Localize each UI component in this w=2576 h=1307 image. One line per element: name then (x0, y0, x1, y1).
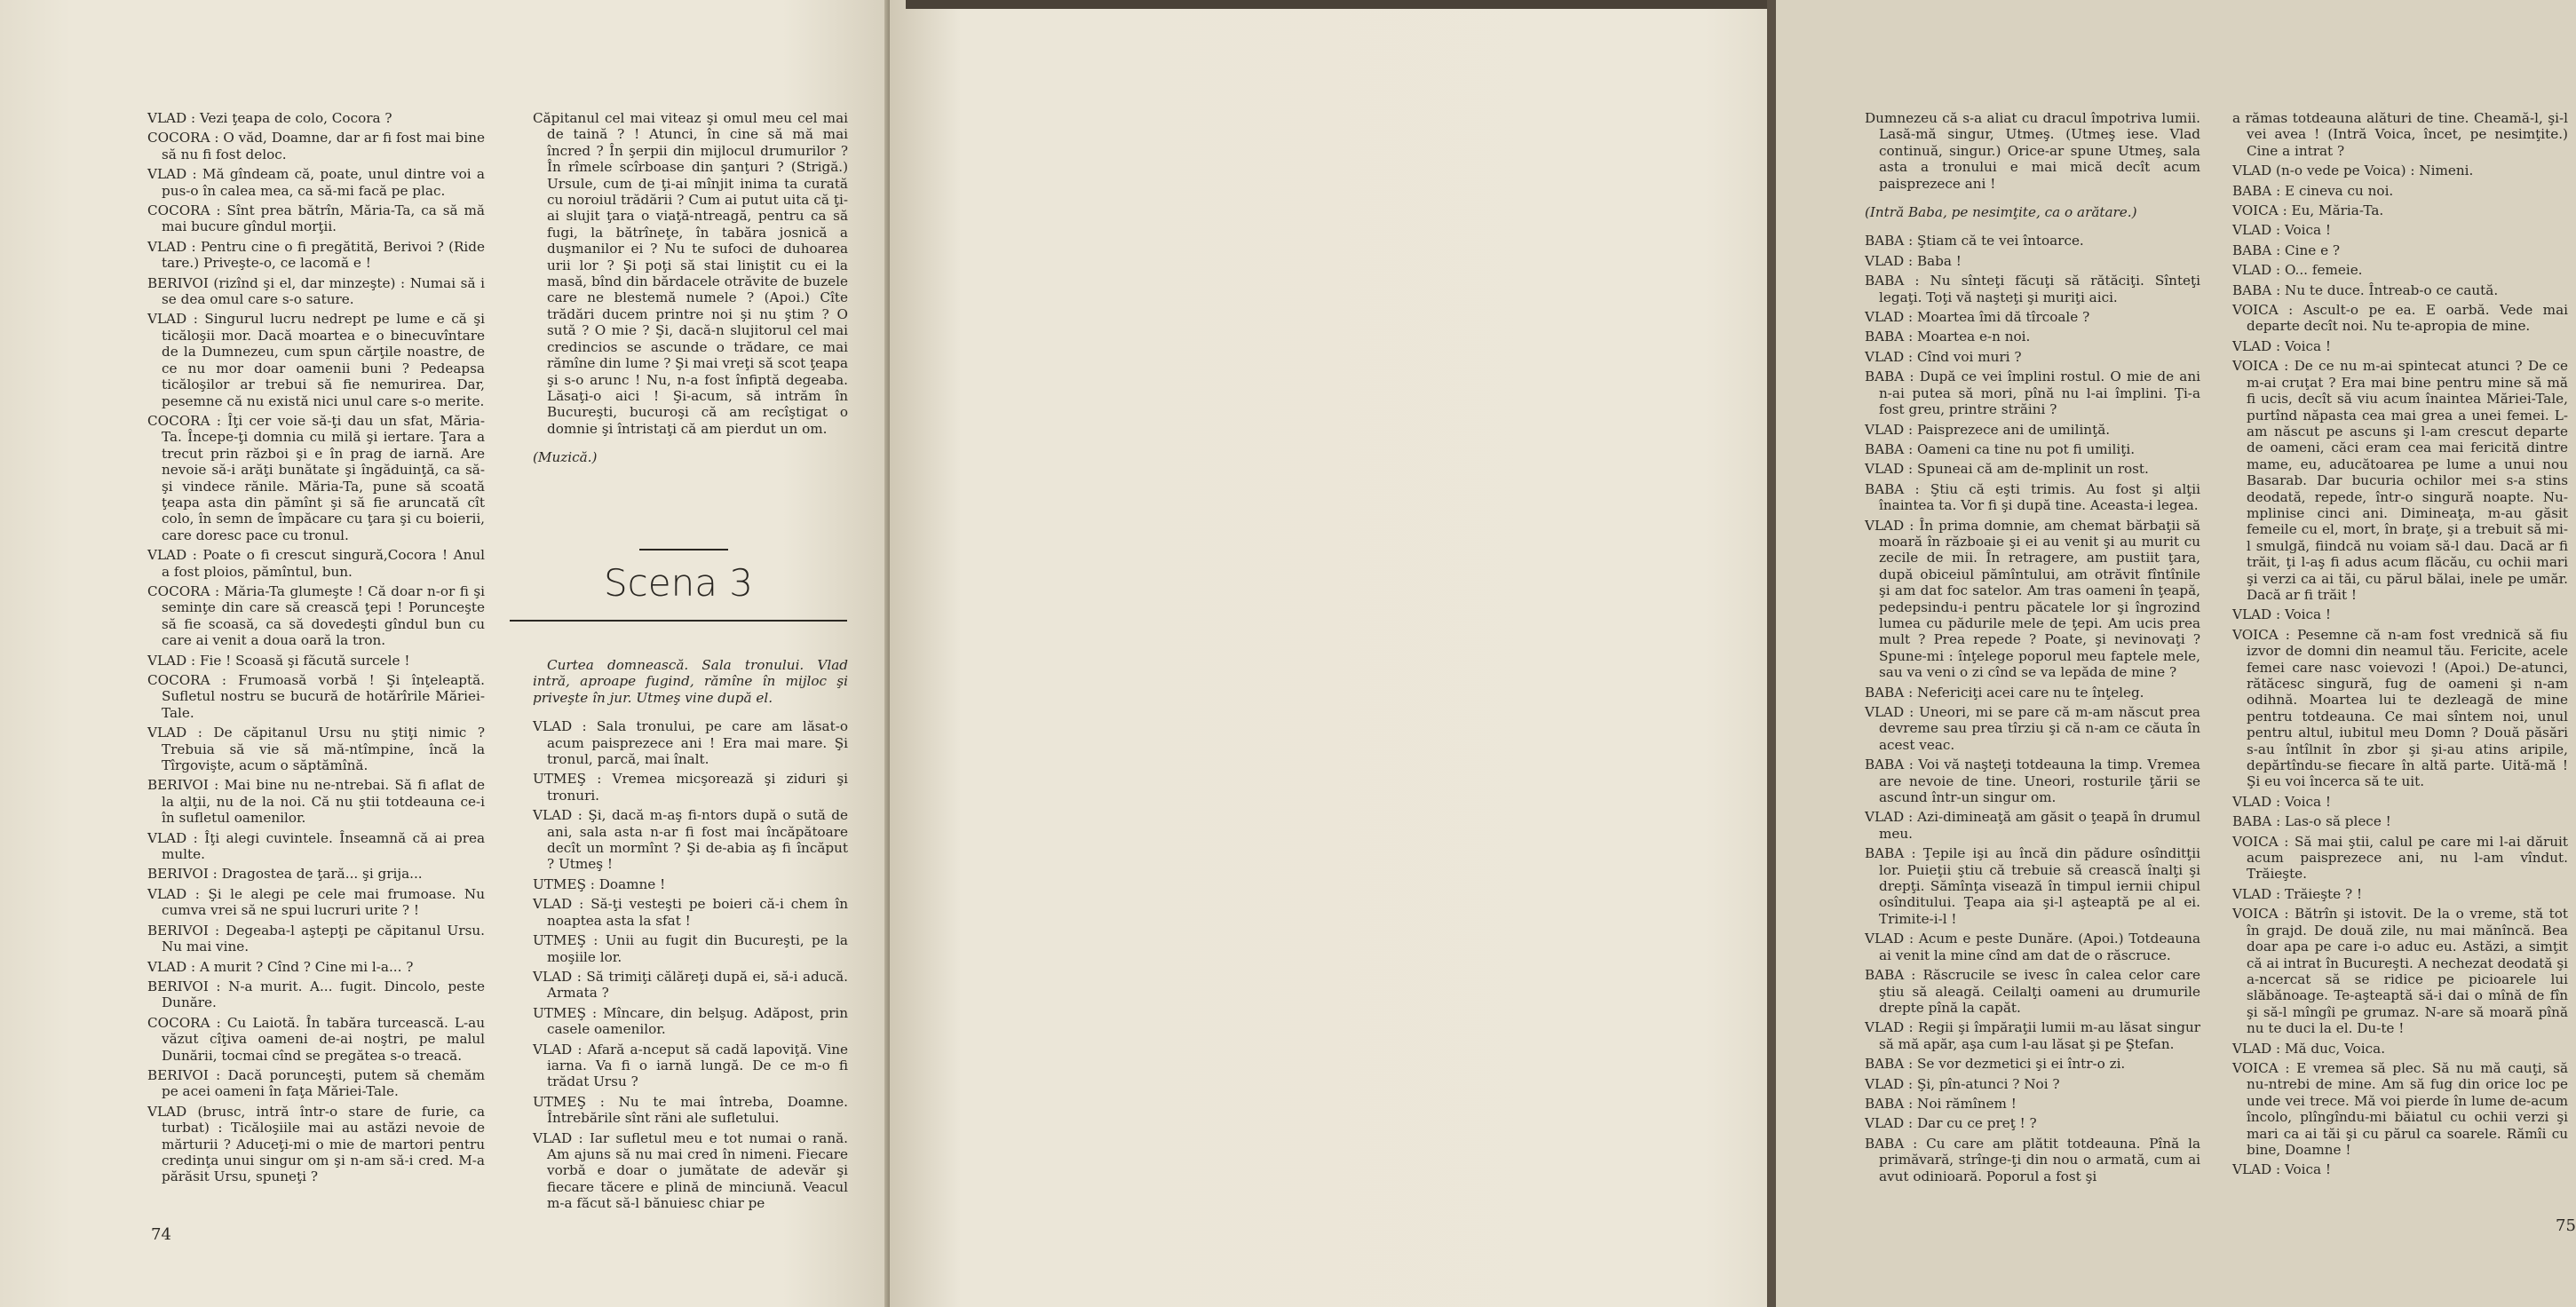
dialogue-line: VLAD : O... femeie. (2232, 262, 2363, 279)
dialogue-line: BABA : Noi rămînem ! (1865, 1095, 2017, 1112)
dialogue-line: VLAD : Cînd voi muri ? (1865, 348, 2022, 365)
cover-edge-right (1767, 0, 1776, 1307)
dialogue-line: BABA : Cu care am plătit totdeauna. Pînă la primăvară, strînge-ţi din nou o armată, cum ai avut odinioară. Poporul a fost şi (1865, 1135, 2200, 1184)
scene-rule-bottom (510, 620, 847, 622)
cover-edge-top (906, 0, 1776, 9)
dialogue-line: BABA : Răscrucile se ivesc în calea celor care ştiu să aleagă. Ceilalţi oameni au drumurile drepte pînă la capăt. (1865, 967, 2200, 1016)
scene-heading (510, 542, 847, 623)
dialogue-line: VLAD : Voica ! (2232, 222, 2332, 239)
scene-title: Scena 3 (603, 561, 754, 605)
dialogue-line: BABA : Nu te duce. Întreab-o ce caută. (2232, 281, 2499, 298)
dialogue-line: UTMEŞ : Vremea micşorează şi ziduri şi tronuri. (533, 771, 848, 804)
dialogue-line: COCORA : Măria-Ta glumeşte ! Că doar n-or fi şi seminţe din care să crească ţepi ! Porunceşte să fie scoasă, ca să dovedeşti gîndul bun cu care ai venit a doua oară la tron. (147, 582, 485, 649)
dialogue-line: BABA : Oameni ca tine nu pot fi umiliţi. (1865, 440, 2136, 457)
dialogue-line: VLAD : Pentru cine o fi pregătită, Berivoi ? (Ride tare.) Priveşte-o, ce lacomă e ! (147, 238, 485, 272)
dialogue-line: BERIVOI (rizînd şi el, dar minzeşte) : Numai să i se dea omul care s-o sature. (147, 274, 485, 308)
page-number-left: 74 (151, 1225, 171, 1244)
left-page (0, 0, 890, 1307)
dialogue-line: VOICA : De ce nu m-ai spintecat atunci ? De ce m-ai cruţat ? Era mai bine pentru mine să mă fi ucis, decît să viu acum înaintea Măriei-Tale, purtînd năpasta cea mai grea a unei femei. L-am născut pe ascuns şi l-am crescut departe de oameni, căci eram cea mai fericită dintre mame, eu, aducătoarea pe lume a unui nou Basarab. Dar bucuria ochilor mei s-a stins deodată, repede, într-o singură noapte. Nu-mplinise cinci ani. Dimineaţa, m-au găsit femeile cu el, mort, în braţe, şi a trebuit să mi-l smulgă, fiindcă nu voiam să-l dau. Dacă ar fi trăit, ţi l-aş fi adus acum flăcău, cu ochii mari şi verzi ca ai tăi, cu părul bălai, inele pe umăr. Dacă ar fi trăit ! (2232, 358, 2568, 603)
dialogue-line: VLAD : Baba ! (1865, 252, 1962, 269)
left-column-1 (147, 110, 485, 1189)
dialogue-line: Dumnezeu că s-a aliat cu dracul împotriva lumii. Lasă-mă singur, Utmeş. (Utmeş iese. Vlad continuă, singur.) Orice-ar spune Utmeş, sala asta a tronului e mai mică decît acum paisprezece ani ! (1865, 110, 2200, 192)
dialogue-line: VLAD : Spuneai că am de-mplinit un rost. (1865, 461, 2149, 478)
dialogue-line: VLAD : Iar sufletul meu e tot numai o rană. Am ajuns să nu mai cred în nimeni. Fiecare vorbă e doar o jumătate de adevăr şi fiecare tăcere e plină de minciună. Veacul m-a făcut să-l bănuiesc chiar pe (533, 1129, 848, 1212)
dialogue-line: a rămas totdeauna alături de tine. Cheamă-l, şi-l vei avea ! (Intră Voica, încet, pe nesimţite.) Cine a intrat ? (2232, 110, 2568, 159)
dialogue-line: VLAD : De căpitanul Ursu nu ştiţi nimic ? Trebuia să vie să mă-ntîmpine, încă la Tîrgovişte, acum o săptămînă. (147, 725, 485, 774)
dialogue-line: VLAD : Poate o fi crescut singură,Cocora ! Anul a fost ploios, pămîntul, bun. (147, 547, 485, 580)
dialogue-line: VLAD : Să-ţi vesteşti pe boieri că-i chem în noaptea asta la sfat ! (533, 896, 848, 929)
dialogue-line: VLAD : Azi-dimineaţă am găsit o ţeapă în drumul meu. (1865, 809, 2200, 842)
dialogue-line: VLAD : Uneori, mi se pare că m-am născut prea devreme sau prea tîrziu şi că n-am ce căuta în acest veac. (1865, 704, 2200, 753)
scene-setting: Curtea domnească. Sala tronului. Vlad intră, aproape fugind, rămîne în mijloc şi priveşte în jur. Utmeş vine după el. (533, 657, 848, 706)
left-column-2 (533, 110, 848, 479)
dialogue-line: VLAD : Îţi alegi cuvintele. Înseamnă că ai prea multe. (147, 829, 485, 863)
dialogue-line: VLAD : Acum e peste Dunăre. (Apoi.) Totdeauna ai venit la mine cînd am dat de o răscruce. (1865, 931, 2200, 963)
dialogue-line: VOICA : Bătrîn şi istovit. De la o vreme, stă tot în grajd. De două zile, nu mai mănîncă. Bea doar apa pe care i-o aduc eu. Astăzi, a simţit că ai intrat în Bucureşti. A nechezat deodată şi a-ncercat să se ridice pe picioarele lui slăbănoage. Te-aşteaptă să-i dai o mînă de fîn şi să-l mîngîi pe grumaz. N-are să moară pînă nu te duci la el. Du-te ! (2232, 906, 2568, 1037)
dialogue-line: VOICA : Pesemne că n-am fost vrednică să fiu izvor de domni din neamul tău. Fericite, acele femei care nasc voievozi ! (Apoi.) De-atunci, rătăcesc singură, fug de oameni şi n-am odihnă. Moartea lui te dezleagă de mine pentru totdeauna. Ce mai sîntem noi, unul pentru altul, iubitul meu Domn ? Două păsări s-au întîlnit în zbor şi şi-au atins aripile, depărtîndu-se fiecare în altă parte. Uită-mă ! Şi eu voi încerca să te uit. (2232, 626, 2568, 790)
dialogue-line: VLAD : Voica ! (2232, 1161, 2332, 1178)
dialogue-line: VLAD (brusc, intră într-o stare de furie, ca turbat) : Ticăloşiile mai au astăzi nevoie de mărturii ? Aduceţi-mi o mie de martori pentru credinţa unui singur om şi n-am să-i cred. M-a părăsit Ursu, spuneţi ? (147, 1103, 485, 1185)
dialogue-line: BERIVOI : N-a murit. A... fugit. Dincolo, peste Dunăre. (147, 978, 485, 1011)
dialogue-line: VLAD : Trăieşte ? ! (2232, 885, 2363, 902)
right-page (890, 0, 2576, 1307)
dialogue-line: VLAD : Regii şi împăraţii lumii m-au lăsat singur să mă apăr, aşa cum l-au lăsat şi pe Ştefan. (1865, 1019, 2200, 1052)
dialogue-line: VLAD : Sala tronului, pe care am lăsat-o acum paisprezece ani ! Era mai mare. Şi tronul, parcă, mai înalt. (533, 718, 848, 768)
dialogue-line: Căpitanul cel mai viteaz şi omul meu cel mai de taină ? ! Atunci, în cine să mă mai încred ? În şerpii din mijlocul drumurilor ? În rîmele scîrboase din şanţuri ? (Strigă.) Ursule, cum de ţi-ai mînjit inima ta curată cu noroiul trădării ? Cum ai putut uita că ţi-ai slujit ţara o viaţă-ntreagă, pentru ca să fugi, la bătrîneţe, în tabăra josnică a duşmanilor ei ? Nu te sufoci de duhoarea urii lor ? Şi poţi să stai liniştit cu ei la masă, bînd din bărdacele otrăvite de buzele care ne blestemă numele ? (Apoi.) Cîte trădări ducem printre noi şi nu ştim ? O sută ? O mie ? Şi, dacă-n slujitorul cel mai credincios se ascunde o trădare, ce mai rămîne din lume ? Şi mai vreţi să scot ţeapa şi s-o arunc ! Nu, n-a fost înfiptă degeaba. Lăsaţi-o aici ! Şi-acum, să intrăm în Bucureşti, bucuroşi că am recîştigat o domnie şi întristaţi că am pierdut un om. (533, 110, 849, 437)
dialogue-line: BERIVOI : Dragostea de ţară... şi grija... (147, 866, 423, 883)
dialogue-line: VLAD : Fie ! Scoasă şi făcută surcele ! (147, 652, 410, 669)
dialogue-line: VLAD : Moartea îmi dă tîrcoale ? (1865, 309, 2090, 326)
left-column-2-scene (533, 657, 848, 1216)
dialogue-line: BABA : Ştiam că te vei întoarce. (1865, 233, 2084, 250)
dialogue-line: UTMEŞ : Nu te mai întreba, Doamne. Întrebările sînt răni ale sufletului. (533, 1093, 848, 1127)
dialogue-line: BABA : Cine e ? (2232, 242, 2341, 258)
stage-direction: (Intră Baba, pe nesimţite, ca o arătare.) (1865, 204, 2137, 221)
dialogue-line: BERIVOI : Dacă porunceşti, putem să chemăm pe acei oameni în faţa Măriei-Tale. (147, 1066, 485, 1100)
dialogue-line: VLAD : Paisprezece ani de umilinţă. (1865, 421, 2111, 438)
dialogue-line: COCORA : Frumoasă vorbă ! Şi înţeleaptă. Sufletul nostru se bucură de hotărîrile Măriei-Tale. (147, 672, 485, 721)
dialogue-line: BABA : Las-o să plece ! (2232, 813, 2391, 830)
dialogue-line: VLAD : Voica ! (2232, 337, 2332, 354)
dialogue-line: VLAD : Şi, pîn-atunci ? Noi ? (1865, 1075, 2060, 1092)
dialogue-line: VLAD : În prima domnie, am chemat bărbaţii să moară în războaie şi ei au venit şi au murit cu zecile de mii. În retragere, am pustiit ţara, după obiceiul pămîntului, am otrăvit fîntînile şi am dat foc satelor. Am tras oameni în ţeapă, pedepsindu-i pentru păcatele lor şi îngrozind lumea cu pădurile mele de ţepi. Am ucis prea mult ? Prea repede ? Poate, şi nevinovaţi ? Spune-mi : înţelege poporul meu faptele mele, sau va veni o zi cînd se va lepăda de mine ? (1865, 517, 2200, 681)
dialogue-line: BERIVOI : Degeaba-l aştepţi pe căpitanul Ursu. Nu mai vine. (147, 922, 485, 955)
dialogue-line: BABA : După ce vei împlini rostul. O mie de ani n-ai putea să mori, pînă nu l-ai împlini. Ţi-a fost greu, printre străini ? (1865, 368, 2200, 418)
dialogue-line: UTMEŞ : Mîncare, din belşug. Adăpost, prin casele oamenilor. (533, 1004, 848, 1038)
dialogue-line: BABA : Se vor dezmetici şi ei într-o zi. (1865, 1056, 2126, 1073)
dialogue-line: VLAD : Să trimiţi călăreţi după ei, să-i aducă. Armata ? (533, 968, 848, 1002)
dialogue-line: VOICA : Ascult-o pe ea. E oarbă. Vede mai departe decît noi. Nu te-apropia de mine. (2232, 302, 2568, 335)
dialogue-line: VLAD : Dar cu ce preţ ! ? (1865, 1115, 2037, 1132)
scene-rule-top (639, 549, 728, 551)
dialogue-line: COCORA : Cu Laiotă. În tabăra turcească. L-au văzut cîţiva oameni de-ai noştri, pe malul Dunării, tocmai cînd se pregătea s-o treacă. (147, 1014, 485, 1064)
dialogue-line: VLAD : Singurul lucru nedrept pe lume e că şi ticăloşii mor. Dacă moartea e o binecuvîntare de la Dumnezeu, cum spun cărţile noastre, de ce nu mor doar oamenii buni ? Pedeapsa ticăloşilor ar trebui să fie nemurirea. Dar, pesemne că nu există nici unul care s-o merite. (147, 311, 485, 409)
dialogue-line: BABA : E cineva cu noi. (2232, 182, 2394, 199)
dialogue-line: UTMEŞ : Doamne ! (533, 875, 666, 892)
dialogue-line: BABA : Moartea e-n noi. (1865, 329, 2031, 345)
dialogue-line: VLAD : Voica ! (2232, 793, 2332, 810)
right-column-1 (1865, 110, 2200, 1188)
dialogue-line: VLAD : Mă gîndeam că, poate, unul dintre voi a pus-o în calea mea, ca să-mi facă pe plac. (147, 166, 485, 199)
dialogue-line: BABA : Ştiu că eşti trimis. Au fost şi alţii înaintea ta. Vor fi şi după tine. Aceasta-i legea. (1865, 480, 2200, 514)
dialogue-line: BABA : Voi vă naşteţi totdeauna la timp. Vremea are nevoie de tine. Uneori, rosturile ţării se ascund într-un singur om. (1865, 756, 2200, 806)
dialogue-line: VLAD : Vezi ţeapa de colo, Cocora ? (147, 110, 392, 126)
dialogue-line: VLAD (n-o vede pe Voica) : Nimeni. (2232, 162, 2474, 179)
dialogue-line: BERIVOI : Mai bine nu ne-ntrebai. Să fi aflat de la alţii, nu de la noi. Că nu ştii totdeauna ce-i în sufletul oamenilor. (147, 777, 485, 827)
stage-direction: (Muzică.) (533, 449, 598, 466)
dialogue-line: VOICA : Eu, Măria-Ta. (2232, 202, 2384, 219)
dialogue-line: BABA : Nefericiţi acei care nu te înţeleg. (1865, 684, 2144, 701)
dialogue-line: VLAD : A murit ? Cînd ? Cine mi l-a... ? (147, 958, 414, 975)
dialogue-line: VLAD : Afară a-nceput să cadă lapoviţă. Vine iarna. Va fi o iarnă lungă. De ce m-o fi trădat Ursu ? (533, 1041, 848, 1090)
dialogue-line: VLAD : Şi le alegi pe cele mai frumoase. Nu cumva vrei să ne spui lucruri urite ? ! (147, 885, 485, 919)
dialogue-line: VLAD : Şi, dacă m-aş fi-ntors după o sută de ani, sala asta n-ar fi fost mai încăpătoare decît un mormînt ? Şi de-abia aş fi încăput ? Utmeş ! (533, 807, 848, 873)
dialogue-line: VOICA : E vremea să plec. Să nu mă cauţi, să nu-ntrebi de mine. Am să fug din orice loc pe unde vei trece. Mă voi pierde în lume de-acum încolo, plîngîndu-mi băiatul cu ochii verzi şi mari ca ai tăi şi cu părul ca soarele. Rămîi cu bine, Doamne ! (2232, 1059, 2568, 1158)
dialogue-line: COCORA : Îţi cer voie să-ţi dau un sfat, Măria-Ta. Începe-ţi domnia cu milă şi iertare. Ţara a trecut prin război şi e în prag de iarnă. Are nevoie să-i arăţi bunătate şi îngăduinţă, ca să-şi vindece rănile. Măria-Ta, pune să scoată ţeapa asta din pămînt şi să fie aruncată cît colo, în semn de împăcare cu ţara şi cu boierii, care doresc pace cu tronul. (147, 412, 485, 543)
dialogue-line: COCORA : O văd, Doamne, dar ar fi fost mai bine să nu fi fost deloc. (147, 130, 485, 162)
dialogue-line: BABA : Nu sînteţi făcuţi să rătăciţi. Sînteţi legaţi. Toţi vă naşteţi şi muriţi aici. (1865, 273, 2200, 305)
dialogue-line: VOICA : Să mai ştii, calul pe care mi l-ai dăruit acum paisprezece ani, nu l-am vîndut. Trăieşte. (2232, 833, 2568, 883)
right-column-2 (2232, 110, 2568, 1182)
dialogue-line: UTMEŞ : Unii au fugit din Bucureşti, pe la moşiile lor. (533, 932, 848, 965)
page-number-right: 75 (2556, 1216, 2576, 1235)
dialogue-line: VLAD : Voica ! (2232, 606, 2332, 623)
dialogue-line: BABA : Ţepile işi au încă din pădure osînditţii lor. Puieţii ştiu că trebuie să crească înalţi şi drepţi. Sămînţa visează în timpul iernii chipul osînditului. Ţeapa aia şi-l aşteaptă pe al ei. Trimite-i-l ! (1865, 845, 2200, 927)
dialogue-line: COCORA : Sînt prea bătrîn, Măria-Ta, ca să mă mai bucure gîndul morţii. (147, 202, 485, 235)
dialogue-line: VLAD : Mă duc, Voica. (2232, 1040, 2386, 1057)
